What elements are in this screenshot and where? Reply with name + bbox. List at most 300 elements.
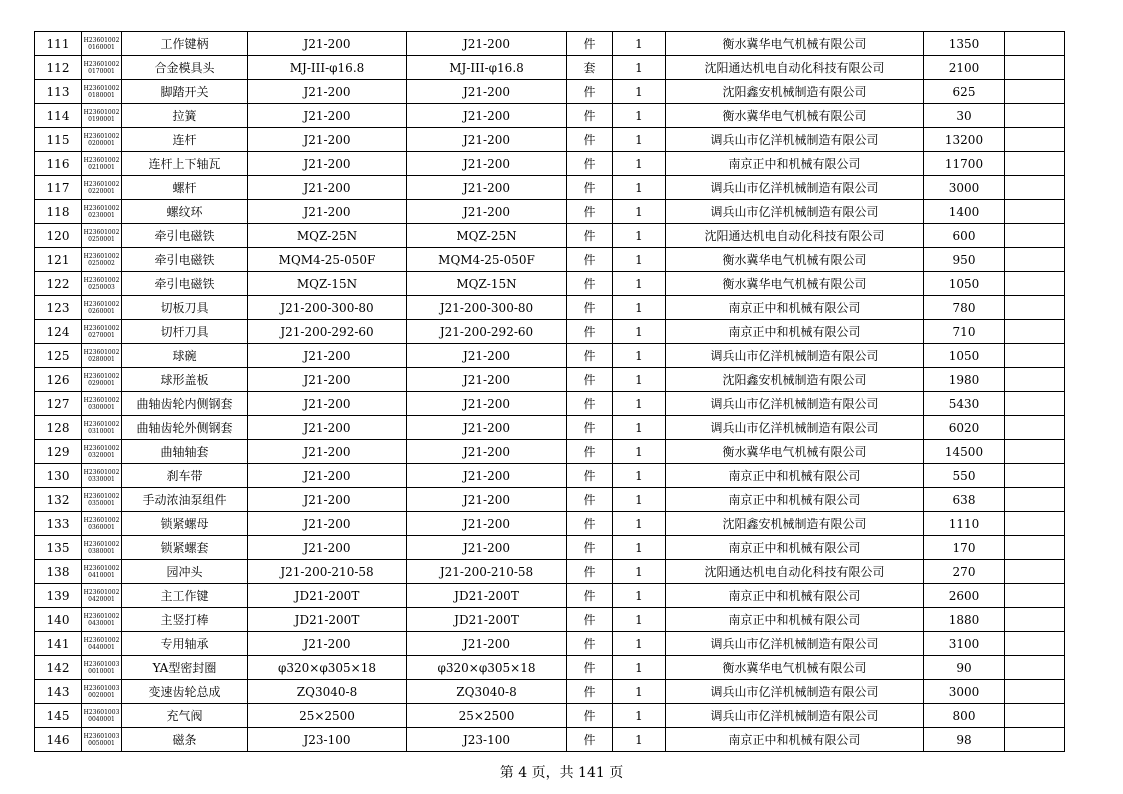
- row-number-cell: 118: [35, 200, 82, 224]
- item-code-cell: H23601002 0330001: [82, 464, 122, 488]
- price-cell: 5430: [924, 392, 1005, 416]
- note-cell: [1005, 440, 1065, 464]
- spec-cell: J21-200-300-80: [248, 296, 407, 320]
- supplier-cell: 衡水冀华电气机械有限公司: [666, 104, 924, 128]
- unit-cell: 件: [567, 632, 613, 656]
- item-code-cell: H23601003 0020001: [82, 680, 122, 704]
- spec-cell: J21-200: [248, 344, 407, 368]
- table-row: [35, 464, 1065, 488]
- table-body: [35, 32, 1065, 752]
- price-cell: 1880: [924, 608, 1005, 632]
- price-cell: 1050: [924, 344, 1005, 368]
- model-cell: JD21-200T: [407, 608, 567, 632]
- row-number-cell: 145: [35, 704, 82, 728]
- note-cell: [1005, 704, 1065, 728]
- supplier-cell: 沈阳鑫安机械制造有限公司: [666, 512, 924, 536]
- unit-cell: 件: [567, 344, 613, 368]
- quantity-cell: 1: [613, 464, 666, 488]
- model-cell: ZQ3040-8: [407, 680, 567, 704]
- spec-cell: MQM4-25-050F: [248, 248, 407, 272]
- note-cell: [1005, 392, 1065, 416]
- table-row: [35, 584, 1065, 608]
- row-number-cell: 127: [35, 392, 82, 416]
- item-code-cell: H23601002 0380001: [82, 536, 122, 560]
- item-name-cell: 拉簧: [122, 104, 248, 128]
- model-cell: J21-200: [407, 80, 567, 104]
- item-code-cell: H23601003 0040001: [82, 704, 122, 728]
- table-row: [35, 536, 1065, 560]
- price-cell: 638: [924, 488, 1005, 512]
- quantity-cell: 1: [613, 32, 666, 56]
- unit-cell: 件: [567, 32, 613, 56]
- supplier-cell: 衡水冀华电气机械有限公司: [666, 272, 924, 296]
- quantity-cell: 1: [613, 368, 666, 392]
- quantity-cell: 1: [613, 512, 666, 536]
- spec-cell: ZQ3040-8: [248, 680, 407, 704]
- supplier-cell: 南京正中和机械有限公司: [666, 464, 924, 488]
- price-cell: 270: [924, 560, 1005, 584]
- model-cell: J21-200: [407, 176, 567, 200]
- item-code-cell: H23601002 0320001: [82, 440, 122, 464]
- item-name-cell: 主竖打棒: [122, 608, 248, 632]
- note-cell: [1005, 416, 1065, 440]
- item-name-cell: 充气阀: [122, 704, 248, 728]
- price-cell: 1050: [924, 272, 1005, 296]
- table-row: [35, 416, 1065, 440]
- item-name-cell: 曲轴轴套: [122, 440, 248, 464]
- table-row: [35, 368, 1065, 392]
- price-cell: 710: [924, 320, 1005, 344]
- table-row: [35, 560, 1065, 584]
- row-number-cell: 130: [35, 464, 82, 488]
- price-cell: 3100: [924, 632, 1005, 656]
- item-name-cell: 专用轴承: [122, 632, 248, 656]
- item-code-cell: H23601002 0410001: [82, 560, 122, 584]
- item-name-cell: 主工作键: [122, 584, 248, 608]
- item-code-cell: H23601002 0250001: [82, 224, 122, 248]
- row-number-cell: 128: [35, 416, 82, 440]
- table-row: [35, 224, 1065, 248]
- model-cell: J21-200: [407, 32, 567, 56]
- table-row: [35, 176, 1065, 200]
- item-name-cell: 曲轴齿轮外侧钢套: [122, 416, 248, 440]
- row-number-cell: 129: [35, 440, 82, 464]
- row-number-cell: 135: [35, 536, 82, 560]
- item-name-cell: 锁紧螺母: [122, 512, 248, 536]
- unit-cell: 件: [567, 728, 613, 752]
- unit-cell: 件: [567, 368, 613, 392]
- page-footer: 第 4 页，共 141 页: [499, 765, 624, 781]
- item-code-cell: H23601002 0270001: [82, 320, 122, 344]
- row-number-cell: 146: [35, 728, 82, 752]
- item-name-cell: 工作键柄: [122, 32, 248, 56]
- quantity-cell: 1: [613, 584, 666, 608]
- model-cell: J21-200: [407, 440, 567, 464]
- note-cell: [1005, 368, 1065, 392]
- quantity-cell: 1: [613, 680, 666, 704]
- spec-cell: J21-200: [248, 464, 407, 488]
- note-cell: [1005, 248, 1065, 272]
- item-name-cell: 锁紧螺套: [122, 536, 248, 560]
- model-cell: JD21-200T: [407, 584, 567, 608]
- spec-cell: J21-200-210-58: [248, 560, 407, 584]
- unit-cell: 件: [567, 560, 613, 584]
- item-code-cell: H23601002 0260001: [82, 296, 122, 320]
- item-name-cell: 螺杆: [122, 176, 248, 200]
- item-name-cell: 牵引电磁铁: [122, 272, 248, 296]
- price-cell: 170: [924, 536, 1005, 560]
- price-cell: 3000: [924, 176, 1005, 200]
- note-cell: [1005, 680, 1065, 704]
- spec-cell: J21-200: [248, 368, 407, 392]
- unit-cell: 件: [567, 224, 613, 248]
- spec-cell: J21-200-292-60: [248, 320, 407, 344]
- price-cell: 600: [924, 224, 1005, 248]
- row-number-cell: 111: [35, 32, 82, 56]
- item-name-cell: 牵引电磁铁: [122, 224, 248, 248]
- price-cell: 30: [924, 104, 1005, 128]
- item-code-cell: H23601002 0160001: [82, 32, 122, 56]
- unit-cell: 件: [567, 584, 613, 608]
- supplier-cell: 南京正中和机械有限公司: [666, 728, 924, 752]
- price-cell: 780: [924, 296, 1005, 320]
- price-cell: 14500: [924, 440, 1005, 464]
- supplier-cell: 调兵山市亿洋机械制造有限公司: [666, 344, 924, 368]
- item-name-cell: 连杆上下轴瓦: [122, 152, 248, 176]
- item-code-cell: H23601002 0430001: [82, 608, 122, 632]
- quantity-cell: 1: [613, 392, 666, 416]
- row-number-cell: 141: [35, 632, 82, 656]
- note-cell: [1005, 224, 1065, 248]
- model-cell: J21-200: [407, 632, 567, 656]
- quantity-cell: 1: [613, 728, 666, 752]
- supplier-cell: 南京正中和机械有限公司: [666, 536, 924, 560]
- note-cell: [1005, 656, 1065, 680]
- spec-cell: 25×2500: [248, 704, 407, 728]
- row-number-cell: 123: [35, 296, 82, 320]
- model-cell: MJ-III-φ16.8: [407, 56, 567, 80]
- quantity-cell: 1: [613, 320, 666, 344]
- item-name-cell: 牵引电磁铁: [122, 248, 248, 272]
- unit-cell: 套: [567, 56, 613, 80]
- price-cell: 1400: [924, 200, 1005, 224]
- spec-cell: JD21-200T: [248, 584, 407, 608]
- quantity-cell: 1: [613, 536, 666, 560]
- table-row: [35, 704, 1065, 728]
- supplier-cell: 南京正中和机械有限公司: [666, 320, 924, 344]
- quantity-cell: 1: [613, 440, 666, 464]
- supplier-cell: 调兵山市亿洋机械制造有限公司: [666, 704, 924, 728]
- note-cell: [1005, 296, 1065, 320]
- item-name-cell: 变速齿轮总成: [122, 680, 248, 704]
- note-cell: [1005, 104, 1065, 128]
- row-number-cell: 121: [35, 248, 82, 272]
- supplier-cell: 调兵山市亿洋机械制造有限公司: [666, 176, 924, 200]
- quantity-cell: 1: [613, 632, 666, 656]
- quantity-cell: 1: [613, 488, 666, 512]
- item-name-cell: 磁条: [122, 728, 248, 752]
- spec-cell: J21-200: [248, 128, 407, 152]
- item-code-cell: H23601002 0180001: [82, 80, 122, 104]
- row-number-cell: 143: [35, 680, 82, 704]
- item-code-cell: H23601002 0350001: [82, 488, 122, 512]
- item-name-cell: 园冲头: [122, 560, 248, 584]
- quantity-cell: 1: [613, 296, 666, 320]
- spec-cell: MJ-III-φ16.8: [248, 56, 407, 80]
- unit-cell: 件: [567, 272, 613, 296]
- supplier-cell: 衡水冀华电气机械有限公司: [666, 656, 924, 680]
- row-number-cell: 114: [35, 104, 82, 128]
- spec-cell: J21-200: [248, 200, 407, 224]
- note-cell: [1005, 728, 1065, 752]
- model-cell: J21-200: [407, 344, 567, 368]
- row-number-cell: 113: [35, 80, 82, 104]
- note-cell: [1005, 80, 1065, 104]
- quantity-cell: 1: [613, 128, 666, 152]
- price-cell: 90: [924, 656, 1005, 680]
- note-cell: [1005, 56, 1065, 80]
- unit-cell: 件: [567, 488, 613, 512]
- model-cell: J21-200: [407, 392, 567, 416]
- price-cell: 11700: [924, 152, 1005, 176]
- item-name-cell: 脚踏开关: [122, 80, 248, 104]
- supplier-cell: 调兵山市亿洋机械制造有限公司: [666, 416, 924, 440]
- spec-cell: J21-200: [248, 32, 407, 56]
- quantity-cell: 1: [613, 608, 666, 632]
- supplier-cell: 南京正中和机械有限公司: [666, 488, 924, 512]
- unit-cell: 件: [567, 392, 613, 416]
- unit-cell: 件: [567, 320, 613, 344]
- quantity-cell: 1: [613, 152, 666, 176]
- unit-cell: 件: [567, 536, 613, 560]
- note-cell: [1005, 200, 1065, 224]
- row-number-cell: 142: [35, 656, 82, 680]
- spec-cell: J21-200: [248, 104, 407, 128]
- table-row: [35, 632, 1065, 656]
- spec-cell: J21-200: [248, 512, 407, 536]
- table-row: [35, 392, 1065, 416]
- row-number-cell: 124: [35, 320, 82, 344]
- unit-cell: 件: [567, 680, 613, 704]
- model-cell: J21-200-210-58: [407, 560, 567, 584]
- supplier-cell: 南京正中和机械有限公司: [666, 152, 924, 176]
- model-cell: J21-200: [407, 104, 567, 128]
- item-code-cell: H23601002 0170001: [82, 56, 122, 80]
- supplier-cell: 调兵山市亿洋机械制造有限公司: [666, 680, 924, 704]
- supplier-cell: 衡水冀华电气机械有限公司: [666, 248, 924, 272]
- item-code-cell: H23601002 0230001: [82, 200, 122, 224]
- note-cell: [1005, 536, 1065, 560]
- item-code-cell: H23601002 0250002: [82, 248, 122, 272]
- model-cell: φ320×φ305×18: [407, 656, 567, 680]
- item-code-cell: H23601002 0190001: [82, 104, 122, 128]
- note-cell: [1005, 488, 1065, 512]
- spec-cell: MQZ-15N: [248, 272, 407, 296]
- note-cell: [1005, 32, 1065, 56]
- table-row: [35, 200, 1065, 224]
- item-code-cell: H23601002 0200001: [82, 128, 122, 152]
- model-cell: J21-200: [407, 536, 567, 560]
- model-cell: J21-200-300-80: [407, 296, 567, 320]
- note-cell: [1005, 152, 1065, 176]
- item-name-cell: 切杆刀具: [122, 320, 248, 344]
- row-number-cell: 139: [35, 584, 82, 608]
- quantity-cell: 1: [613, 80, 666, 104]
- note-cell: [1005, 176, 1065, 200]
- supplier-cell: 衡水冀华电气机械有限公司: [666, 32, 924, 56]
- unit-cell: 件: [567, 128, 613, 152]
- item-code-cell: H23601002 0280001: [82, 344, 122, 368]
- note-cell: [1005, 344, 1065, 368]
- spec-cell: φ320×φ305×18: [248, 656, 407, 680]
- spec-cell: J21-200: [248, 152, 407, 176]
- table-row: [35, 680, 1065, 704]
- unit-cell: 件: [567, 440, 613, 464]
- note-cell: [1005, 584, 1065, 608]
- spec-cell: J21-200: [248, 176, 407, 200]
- price-cell: 13200: [924, 128, 1005, 152]
- note-cell: [1005, 272, 1065, 296]
- unit-cell: 件: [567, 200, 613, 224]
- item-name-cell: 连杆: [122, 128, 248, 152]
- row-number-cell: 125: [35, 344, 82, 368]
- supplier-cell: 沈阳鑫安机械制造有限公司: [666, 80, 924, 104]
- supplier-cell: 调兵山市亿洋机械制造有限公司: [666, 128, 924, 152]
- quantity-cell: 1: [613, 416, 666, 440]
- note-cell: [1005, 128, 1065, 152]
- model-cell: J21-200-292-60: [407, 320, 567, 344]
- quantity-cell: 1: [613, 344, 666, 368]
- spec-cell: J21-200: [248, 632, 407, 656]
- table-row: [35, 296, 1065, 320]
- table-row: [35, 656, 1065, 680]
- model-cell: J21-200: [407, 512, 567, 536]
- item-name-cell: 合金模具头: [122, 56, 248, 80]
- item-code-cell: H23601002 0290001: [82, 368, 122, 392]
- item-code-cell: H23601002 0300001: [82, 392, 122, 416]
- item-code-cell: H23601002 0440001: [82, 632, 122, 656]
- quantity-cell: 1: [613, 104, 666, 128]
- price-cell: 3000: [924, 680, 1005, 704]
- table-row: [35, 80, 1065, 104]
- price-cell: 1350: [924, 32, 1005, 56]
- unit-cell: 件: [567, 656, 613, 680]
- supplier-cell: 调兵山市亿洋机械制造有限公司: [666, 392, 924, 416]
- model-cell: J21-200: [407, 152, 567, 176]
- unit-cell: 件: [567, 296, 613, 320]
- model-cell: J21-200: [407, 368, 567, 392]
- spec-cell: J21-200: [248, 488, 407, 512]
- model-cell: J23-100: [407, 728, 567, 752]
- price-cell: 625: [924, 80, 1005, 104]
- price-cell: 1980: [924, 368, 1005, 392]
- unit-cell: 件: [567, 416, 613, 440]
- price-cell: 800: [924, 704, 1005, 728]
- spec-cell: J21-200: [248, 80, 407, 104]
- row-number-cell: 132: [35, 488, 82, 512]
- unit-cell: 件: [567, 248, 613, 272]
- row-number-cell: 112: [35, 56, 82, 80]
- note-cell: [1005, 320, 1065, 344]
- table-row: [35, 128, 1065, 152]
- unit-cell: 件: [567, 512, 613, 536]
- price-cell: 550: [924, 464, 1005, 488]
- supplier-cell: 沈阳通达机电自动化科技有限公司: [666, 224, 924, 248]
- item-name-cell: 球碗: [122, 344, 248, 368]
- model-cell: MQZ-25N: [407, 224, 567, 248]
- model-cell: J21-200: [407, 200, 567, 224]
- item-name-cell: 刹车带: [122, 464, 248, 488]
- row-number-cell: 117: [35, 176, 82, 200]
- row-number-cell: 138: [35, 560, 82, 584]
- model-cell: J21-200: [407, 128, 567, 152]
- quantity-cell: 1: [613, 704, 666, 728]
- model-cell: MQM4-25-050F: [407, 248, 567, 272]
- supplier-cell: 调兵山市亿洋机械制造有限公司: [666, 200, 924, 224]
- table-row: [35, 56, 1065, 80]
- unit-cell: 件: [567, 608, 613, 632]
- row-number-cell: 115: [35, 128, 82, 152]
- quantity-cell: 1: [613, 224, 666, 248]
- table-row: [35, 248, 1065, 272]
- note-cell: [1005, 464, 1065, 488]
- parts-table: [34, 31, 1065, 752]
- unit-cell: 件: [567, 152, 613, 176]
- row-number-cell: 126: [35, 368, 82, 392]
- row-number-cell: 140: [35, 608, 82, 632]
- supplier-cell: 沈阳通达机电自动化科技有限公司: [666, 560, 924, 584]
- table-row: [35, 608, 1065, 632]
- note-cell: [1005, 608, 1065, 632]
- table-row: [35, 152, 1065, 176]
- item-code-cell: H23601003 0010001: [82, 656, 122, 680]
- spec-cell: J21-200: [248, 392, 407, 416]
- supplier-cell: 南京正中和机械有限公司: [666, 608, 924, 632]
- price-cell: 2600: [924, 584, 1005, 608]
- unit-cell: 件: [567, 704, 613, 728]
- model-cell: J21-200: [407, 464, 567, 488]
- item-name-cell: YA型密封圈: [122, 656, 248, 680]
- spec-cell: MQZ-25N: [248, 224, 407, 248]
- unit-cell: 件: [567, 464, 613, 488]
- price-cell: 950: [924, 248, 1005, 272]
- item-name-cell: 螺纹环: [122, 200, 248, 224]
- unit-cell: 件: [567, 104, 613, 128]
- quantity-cell: 1: [613, 272, 666, 296]
- supplier-cell: 南京正中和机械有限公司: [666, 296, 924, 320]
- table-row: [35, 512, 1065, 536]
- model-cell: MQZ-15N: [407, 272, 567, 296]
- unit-cell: 件: [567, 80, 613, 104]
- price-cell: 98: [924, 728, 1005, 752]
- table-row: [35, 104, 1065, 128]
- quantity-cell: 1: [613, 560, 666, 584]
- row-number-cell: 122: [35, 272, 82, 296]
- note-cell: [1005, 512, 1065, 536]
- supplier-cell: 调兵山市亿洋机械制造有限公司: [666, 632, 924, 656]
- item-code-cell: H23601002 0220001: [82, 176, 122, 200]
- price-cell: 6020: [924, 416, 1005, 440]
- table-row: [35, 32, 1065, 56]
- spec-cell: J21-200: [248, 416, 407, 440]
- item-name-cell: 手动浓油泵组件: [122, 488, 248, 512]
- quantity-cell: 1: [613, 656, 666, 680]
- supplier-cell: 沈阳鑫安机械制造有限公司: [666, 368, 924, 392]
- supplier-cell: 衡水冀华电气机械有限公司: [666, 440, 924, 464]
- spec-cell: JD21-200T: [248, 608, 407, 632]
- item-code-cell: H23601002 0250003: [82, 272, 122, 296]
- supplier-cell: 南京正中和机械有限公司: [666, 584, 924, 608]
